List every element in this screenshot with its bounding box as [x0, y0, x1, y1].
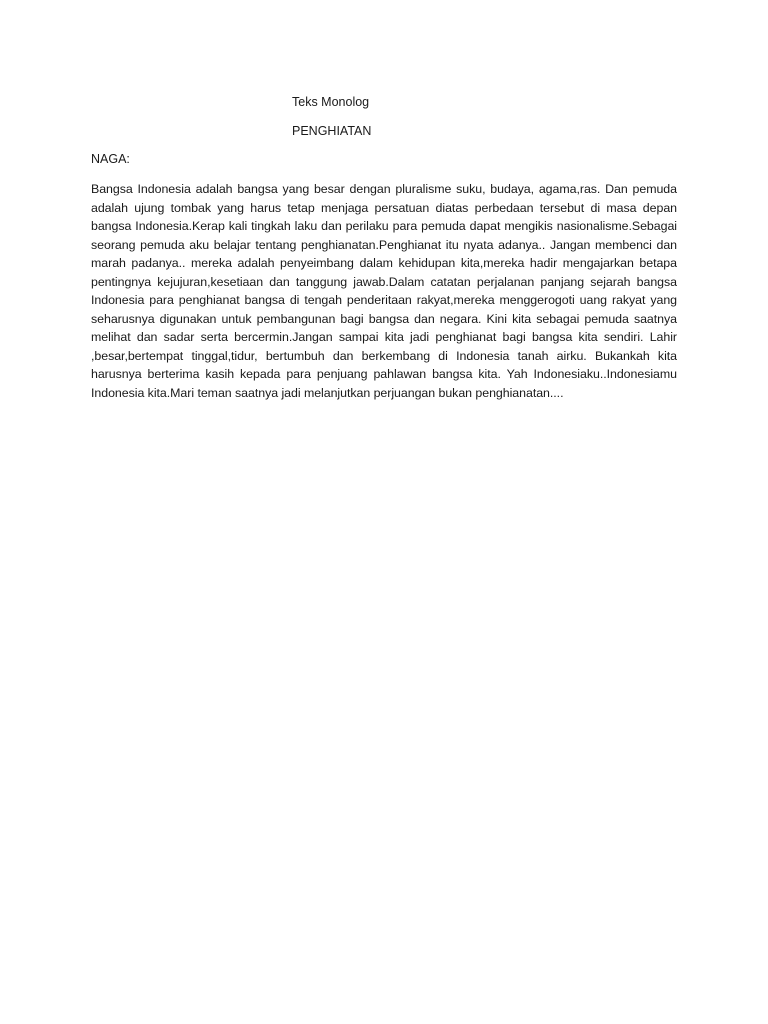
document-title: Teks Monolog [292, 95, 370, 109]
document-subtitle: PENGHIATAN [292, 124, 372, 138]
monologue-body: Bangsa Indonesia adalah bangsa yang besar dengan pluralisme suku, budaya, agama,ras. Dan pemuda adalah ujung tombak yang harus tetap menjaga persatuan diatas perbedaan tersebut di masa depan bangsa Indonesia.Kerap kali tingkah laku dan perilaku para pemuda dapat mengikis nasionalisme.Sebagai seorang pemuda aku belajar tentang penghianatan.Penghianat itu nyata adanya.. Jangan membenci dan marah padanya.. mereka adalah penyeimbang dalam kehidupan kita,mereka hadir mengajarkan betapa pentingnya kejujuran,kesetiaan dan tanggung jawab.Dalam catatan perjalanan panjang sejarah bangsa Indonesia para penghianat bangsa di tengah penderitaan rakyat,mereka menggerogoti uang rakyat yang seharusnya digunakan untuk pembangunan bagi bangsa dan negara. Kini kita sebagai pemuda saatnya melihat dan sadar serta bercermin.Jangan sampai kita jadi penghianat bagi bangsa kita sendiri. Lahir ,besar,bertempat tinggal,tidur, bertumbuh dan berkembang di Indonesia tanah airku. Bukankah kita harusnya berterima kasih kepada para penjuang pahlawan bangsa kita. Yah Indonesiaku..Indonesiamu Indonesia kita.Mari teman saatnya jadi melanjutkan perjuangan bukan penghianatan.... [91, 182, 677, 400]
speaker-label: NAGA: [91, 152, 130, 166]
